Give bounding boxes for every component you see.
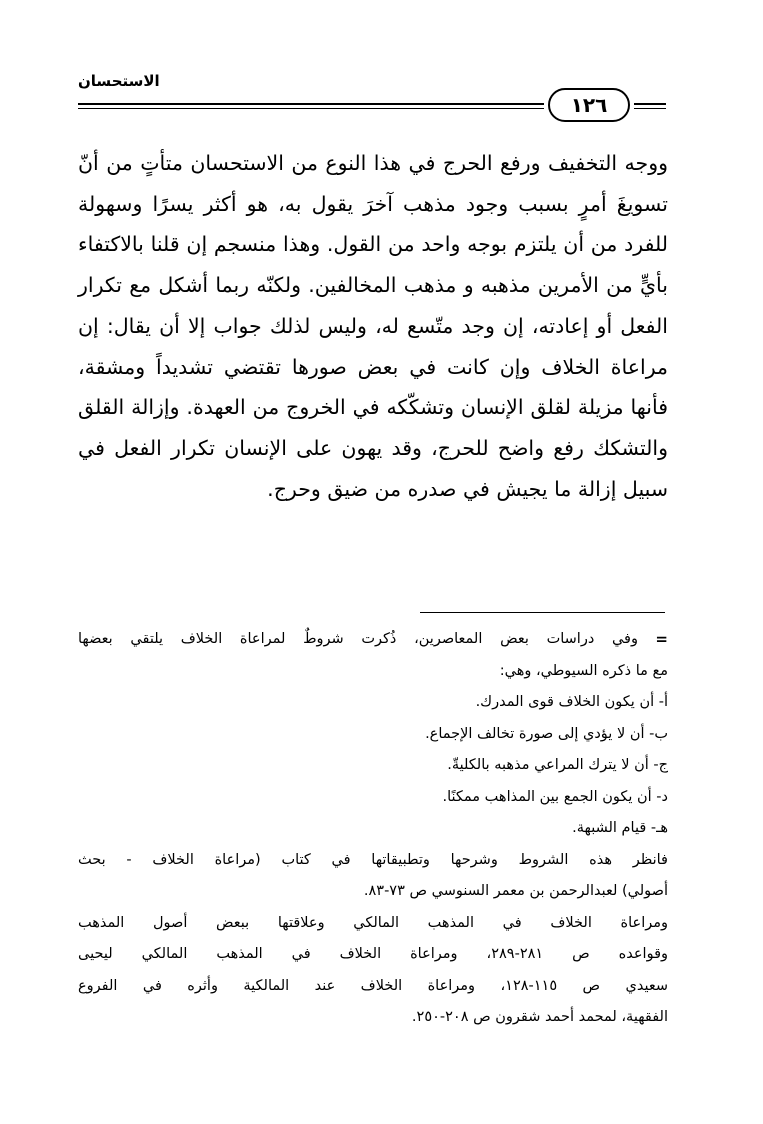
footnote: [78, 624, 668, 1034]
footnote-line: د- أن يكون الجمع بين المذاهب ممكنًا.: [442, 788, 668, 805]
page-number-badge: ١٢٦: [548, 88, 630, 122]
footnote-line: الفقهية، لمحمد أحمد شقرون ص ٢٠٨-٢٥٠.: [411, 1009, 668, 1025]
footnote-line: فانظر هذه الشروط وشرحها وتطبيقاتها في كتاب (مراعاة الخلاف - بحث: [78, 851, 668, 868]
footnote-line: سعيدي ص ١١٥-١٢٨، ومراعاة الخلاف عند المالكية وأثره في الفروع: [78, 977, 668, 994]
footnote-line: وفي دراسات بعض المعاصرين، ذُكرت شروطٌ لمراعاة الخلاف يلتقي بعضها: [78, 631, 638, 647]
footnote-line: أصولي) لعبدالرحمن بن معمر السنوسي ص ٧٣-٨٣.: [363, 883, 668, 899]
body-paragraph: ووجه التخفيف ورفع الحرج في هذا النوع من الاستحسان متأتٍ من أنّ تسويغَ أمرٍ بسبب وجود مذهب آخرَ يقول به، هو أكثر يسرًا وسهولة للفرد من أن يلتزم بوجه واحد من القول. وهذا منسجم إن قلنا بالاكتفاء بأيٍّ من الأمرين مذهبه و مذهب المخالفين. ولكنّه ربما أشكل مع تكرار الفعل أو إعادته، إن وجد متّسع له، وليس لذلك جواب إلا أن يقال: إن مراعاة الخلاف وإن كانت في بعض صورها تقتضي تشديداً ومشقة، فأنها مزيلة لقلق الإنسان وتشكّكه في الخروج من العهدة. وإزالة القلق والتشكك رفع واضح للحرج، وقد يهون على الإنسان تكرار الفعل في سبيل إزالة ما يجيش في صدره من ضيق وحرج.: [78, 151, 668, 501]
header-dash-thin: [634, 108, 666, 109]
header-rule-thin: [78, 108, 544, 109]
footnote-separator: [420, 612, 665, 613]
footnote-line: ومراعاة الخلاف في المذهب المالكي وعلاقتها ببعض أصول المذهب: [78, 914, 668, 931]
body-text: [78, 143, 668, 509]
footnote-line: ب- أن لا يؤدي إلى صورة تخالف الإجماع.: [425, 725, 668, 742]
footnote-line: ج- أن لا يترك المراعي مذهبه بالكليةّ.: [447, 757, 668, 773]
running-header-title: الاستحسان: [78, 72, 160, 90]
header-rule: [78, 103, 544, 105]
footnote-line: هـ- قيام الشبهة.: [572, 820, 668, 836]
footnote-line: مع ما ذكره السيوطي، وهي:: [499, 662, 668, 679]
footnote-line: وقواعده ص ٢٨١-٢٨٩، ومراعاة الخلاف في المذهب المالكي ليحيى: [78, 946, 668, 962]
footnote-line: أ- أن يكون الخلاف قوى المدرك.: [475, 694, 668, 710]
footnote-continuation-marker: =: [655, 630, 668, 648]
header-dash: [634, 103, 666, 105]
